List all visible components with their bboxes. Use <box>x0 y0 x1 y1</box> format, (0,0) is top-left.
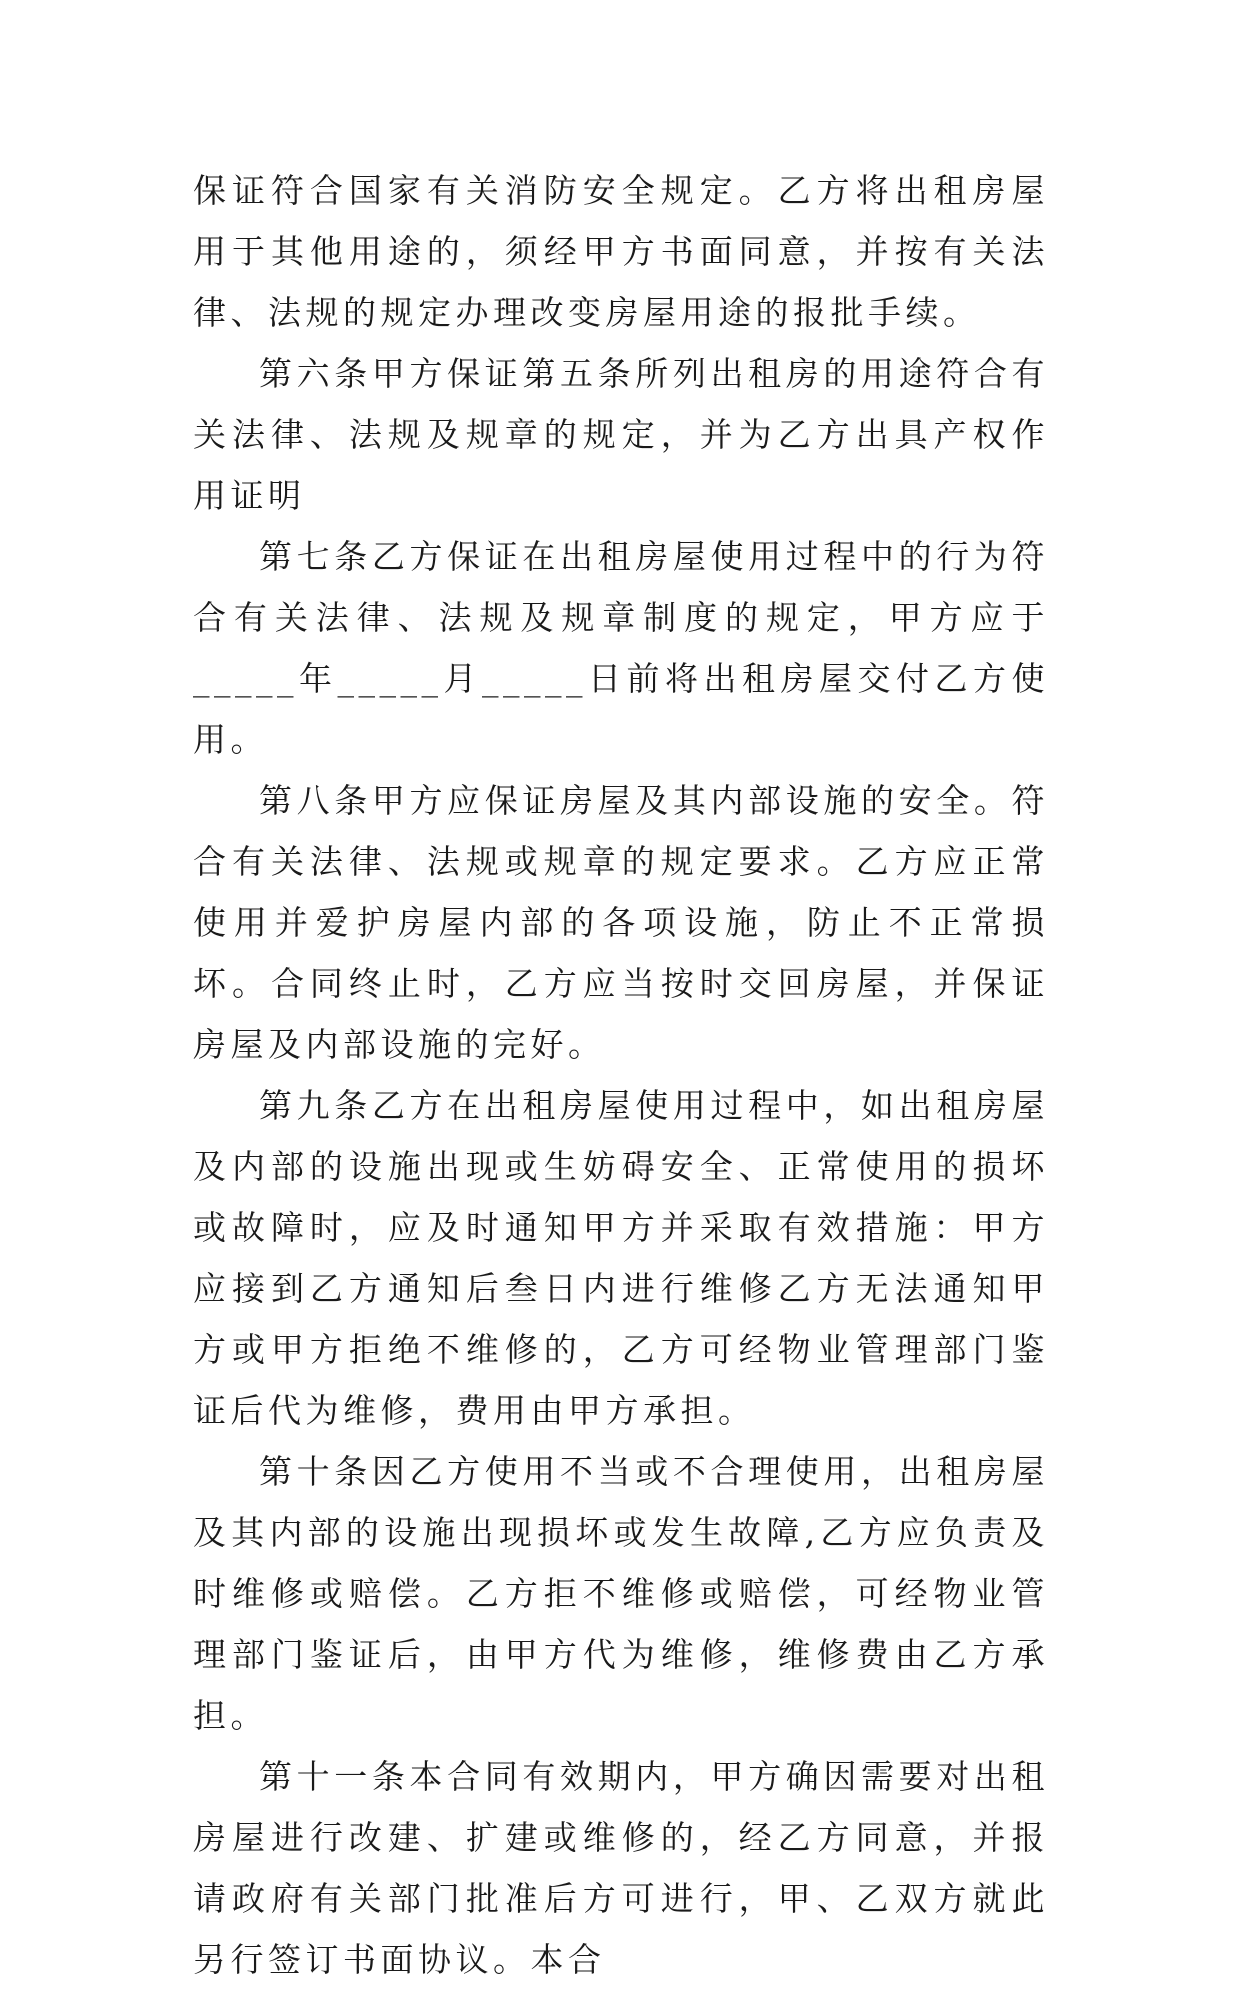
paragraph-article-7: 第七条乙方保证在出租房屋使用过程中的行为符合有关法律、法规及规章制度的规定，甲方应于_____年_____月_____日前将出租房屋交付乙方使用。 <box>193 537 1049 759</box>
paragraph-article-8: 第八条甲方应保证房屋及其内部设施的安全。符合有关法律、法规或规章的规定要求。乙方应正常使用并爱护房屋内部的各项设施，防止不正常损坏。合同终止时，乙方应当按时交回房屋，并保证房屋及内部设施的完好。 <box>193 781 1049 1064</box>
paragraph-article-6: 第六条甲方保证第五条所列出租房的用途符合有关法律、法规及规章的规定，并为乙方出具产权作用证明 <box>193 354 1049 515</box>
paragraph-article-9: 第九条乙方在出租房屋使用过程中，如出租房屋及内部的设施出现或生妨碍安全、正常使用的损坏或故障时，应及时通知甲方并采取有效措施：甲方应接到乙方通知后叁日内进行维修乙方无法通知甲方或甲方拒绝不维修的，乙方可经物业管理部门鉴证后代为维修，费用由甲方承担。 <box>193 1086 1049 1430</box>
paragraph-continuation: 保证符合国家有关消防安全规定。乙方将出租房屋用于其他用途的，须经甲方书面同意，并按有关法律、法规的规定办理改变房屋用途的报批手续。 <box>193 171 1049 332</box>
document-page <box>193 160 1049 1990</box>
paragraph-article-11: 第十一条本合同有效期内，甲方确因需要对出租房屋进行改建、扩建或维修的，经乙方同意，并报请政府有关部门批准后方可进行，甲、乙双方就此另行签订书面协议。本合 <box>193 1757 1049 1979</box>
paragraph-article-10: 第十条因乙方使用不当或不合理使用，出租房屋及其内部的设施出现损坏或发生故障,乙方应负责及时维修或赔偿。乙方拒不维修或赔偿，可经物业管理部门鉴证后，由甲方代为维修，维修费由乙方承担。 <box>193 1452 1049 1735</box>
